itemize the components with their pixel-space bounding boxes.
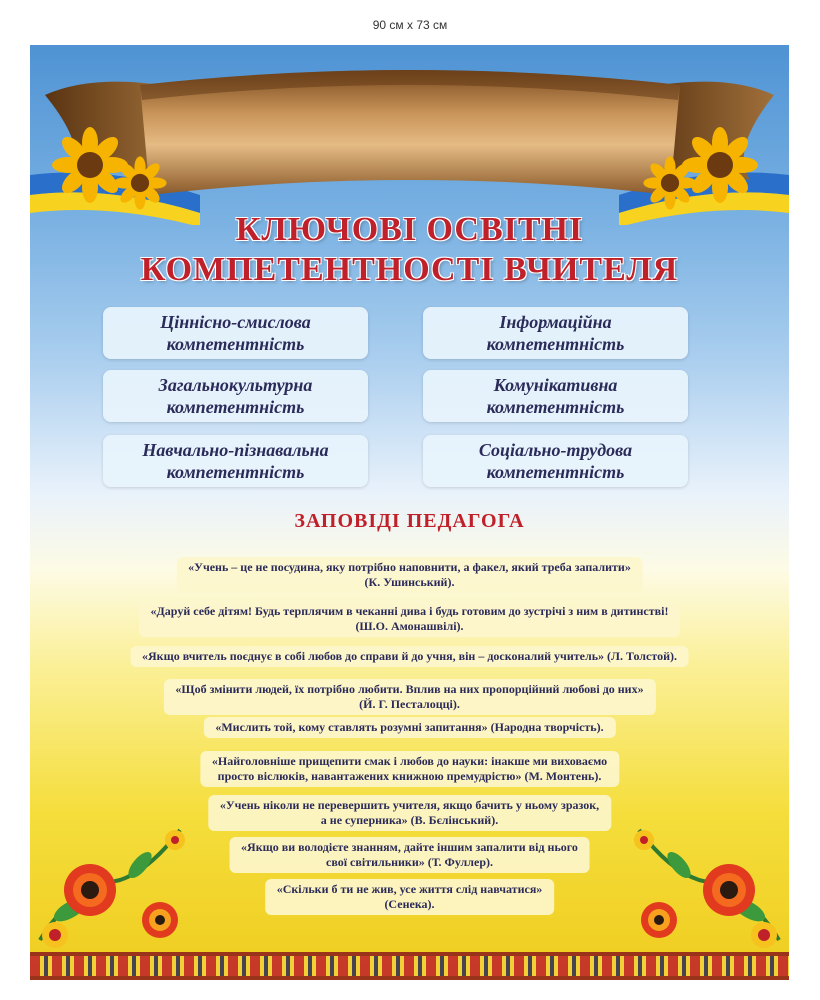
commandments-title: ЗАПОВІДІ ПЕДАГОГА [294, 510, 525, 532]
quote-author: (Ш.О. Амонашвілі). [355, 619, 464, 633]
title-line-2: КОМПЕТЕНТНОСТІ ВЧИТЕЛЯ [140, 251, 679, 288]
quote-card [265, 879, 555, 915]
quote-card [139, 601, 681, 637]
quote-author: просто віслюків, навантажених книжною премудрістю» (М. Монтень). [217, 769, 602, 783]
embroidery-border [30, 952, 789, 980]
competency-box [103, 307, 368, 359]
quote-author: (К. Ушинський). [364, 575, 455, 589]
quote-author: (Й. Г. Песталоцці). [359, 697, 460, 711]
quote-line: «Якщо вчитель поєднує в собі любов до справи й до учня, він – досконалий учитель» (Л. Толстой). [142, 649, 677, 663]
quote-card [130, 646, 689, 667]
competency-name: Комунікативна [493, 375, 618, 395]
competency-suffix: компетентність [166, 397, 305, 417]
quote-line: «Найголовніше прищепити смак і любов до науки: інакше ми виховаємо [211, 754, 608, 768]
quote-card [176, 557, 643, 593]
competency-suffix: компетентність [486, 334, 625, 354]
quote-line: «Учень – це не посудина, яку потрібно наповнити, а факел, який треба запалити» [188, 560, 631, 574]
page-title [30, 210, 789, 290]
competency-name: Загальнокультурна [158, 375, 313, 395]
quote-line: «Учень ніколи не перевершить учителя, якщо бачить у ньому зразок, [219, 798, 600, 812]
competency-name: Соціально-трудова [478, 440, 633, 460]
quote-author: а не суперника» (В. Бєлінський). [320, 813, 499, 827]
competency-suffix: компетентність [166, 462, 305, 482]
poster [30, 45, 789, 980]
competency-box [103, 435, 368, 487]
flower-ornament-right [619, 770, 789, 950]
competency-box [423, 307, 688, 359]
competency-box [423, 435, 688, 487]
quote-line: «Даруй себе дітям! Будь терплячим в чеканні дива і будь готовим до зустрічі з ним в дитинстві! [150, 604, 669, 618]
quote-line: «Щоб змінити людей, їх потрібно любити. Вплив на них пропорційний любові до них» [175, 682, 644, 696]
quote-card [203, 717, 615, 738]
competency-name: Інформаційна [499, 312, 612, 332]
competency-suffix: компетентність [166, 334, 305, 354]
quote-line: «Якщо ви володієте знанням, дайте іншим запалити від нього [241, 840, 578, 854]
sunflower-left [52, 127, 128, 203]
competency-box [423, 370, 688, 422]
quote-card [229, 837, 590, 873]
quote-author: (Сенека). [384, 897, 435, 911]
quote-line: «Скільки б ти не жив, усе життя слід навчатися» [276, 882, 543, 896]
ribbon-banner [30, 55, 789, 225]
size-label: 90 см x 73 см [372, 18, 448, 32]
sunflower-right [682, 127, 758, 203]
competency-name: Ціннісно-смислова [160, 312, 311, 332]
competency-box [103, 370, 368, 422]
quote-card [208, 795, 611, 831]
quote-card [200, 751, 619, 787]
competency-suffix: компетентність [486, 462, 625, 482]
quote-author: свої світильники» (Т. Фуллер). [325, 855, 494, 869]
flower-ornament-left [30, 770, 200, 950]
competency-name: Навчально-пізнавальна [142, 440, 329, 460]
quote-card [163, 679, 655, 715]
quote-line: «Мислить той, кому ставлять розумні запитання» (Народна творчість). [215, 720, 604, 734]
competency-suffix: компетентність [486, 397, 625, 417]
title-line-1: КЛЮЧОВІ ОСВІТНІ [235, 211, 584, 248]
